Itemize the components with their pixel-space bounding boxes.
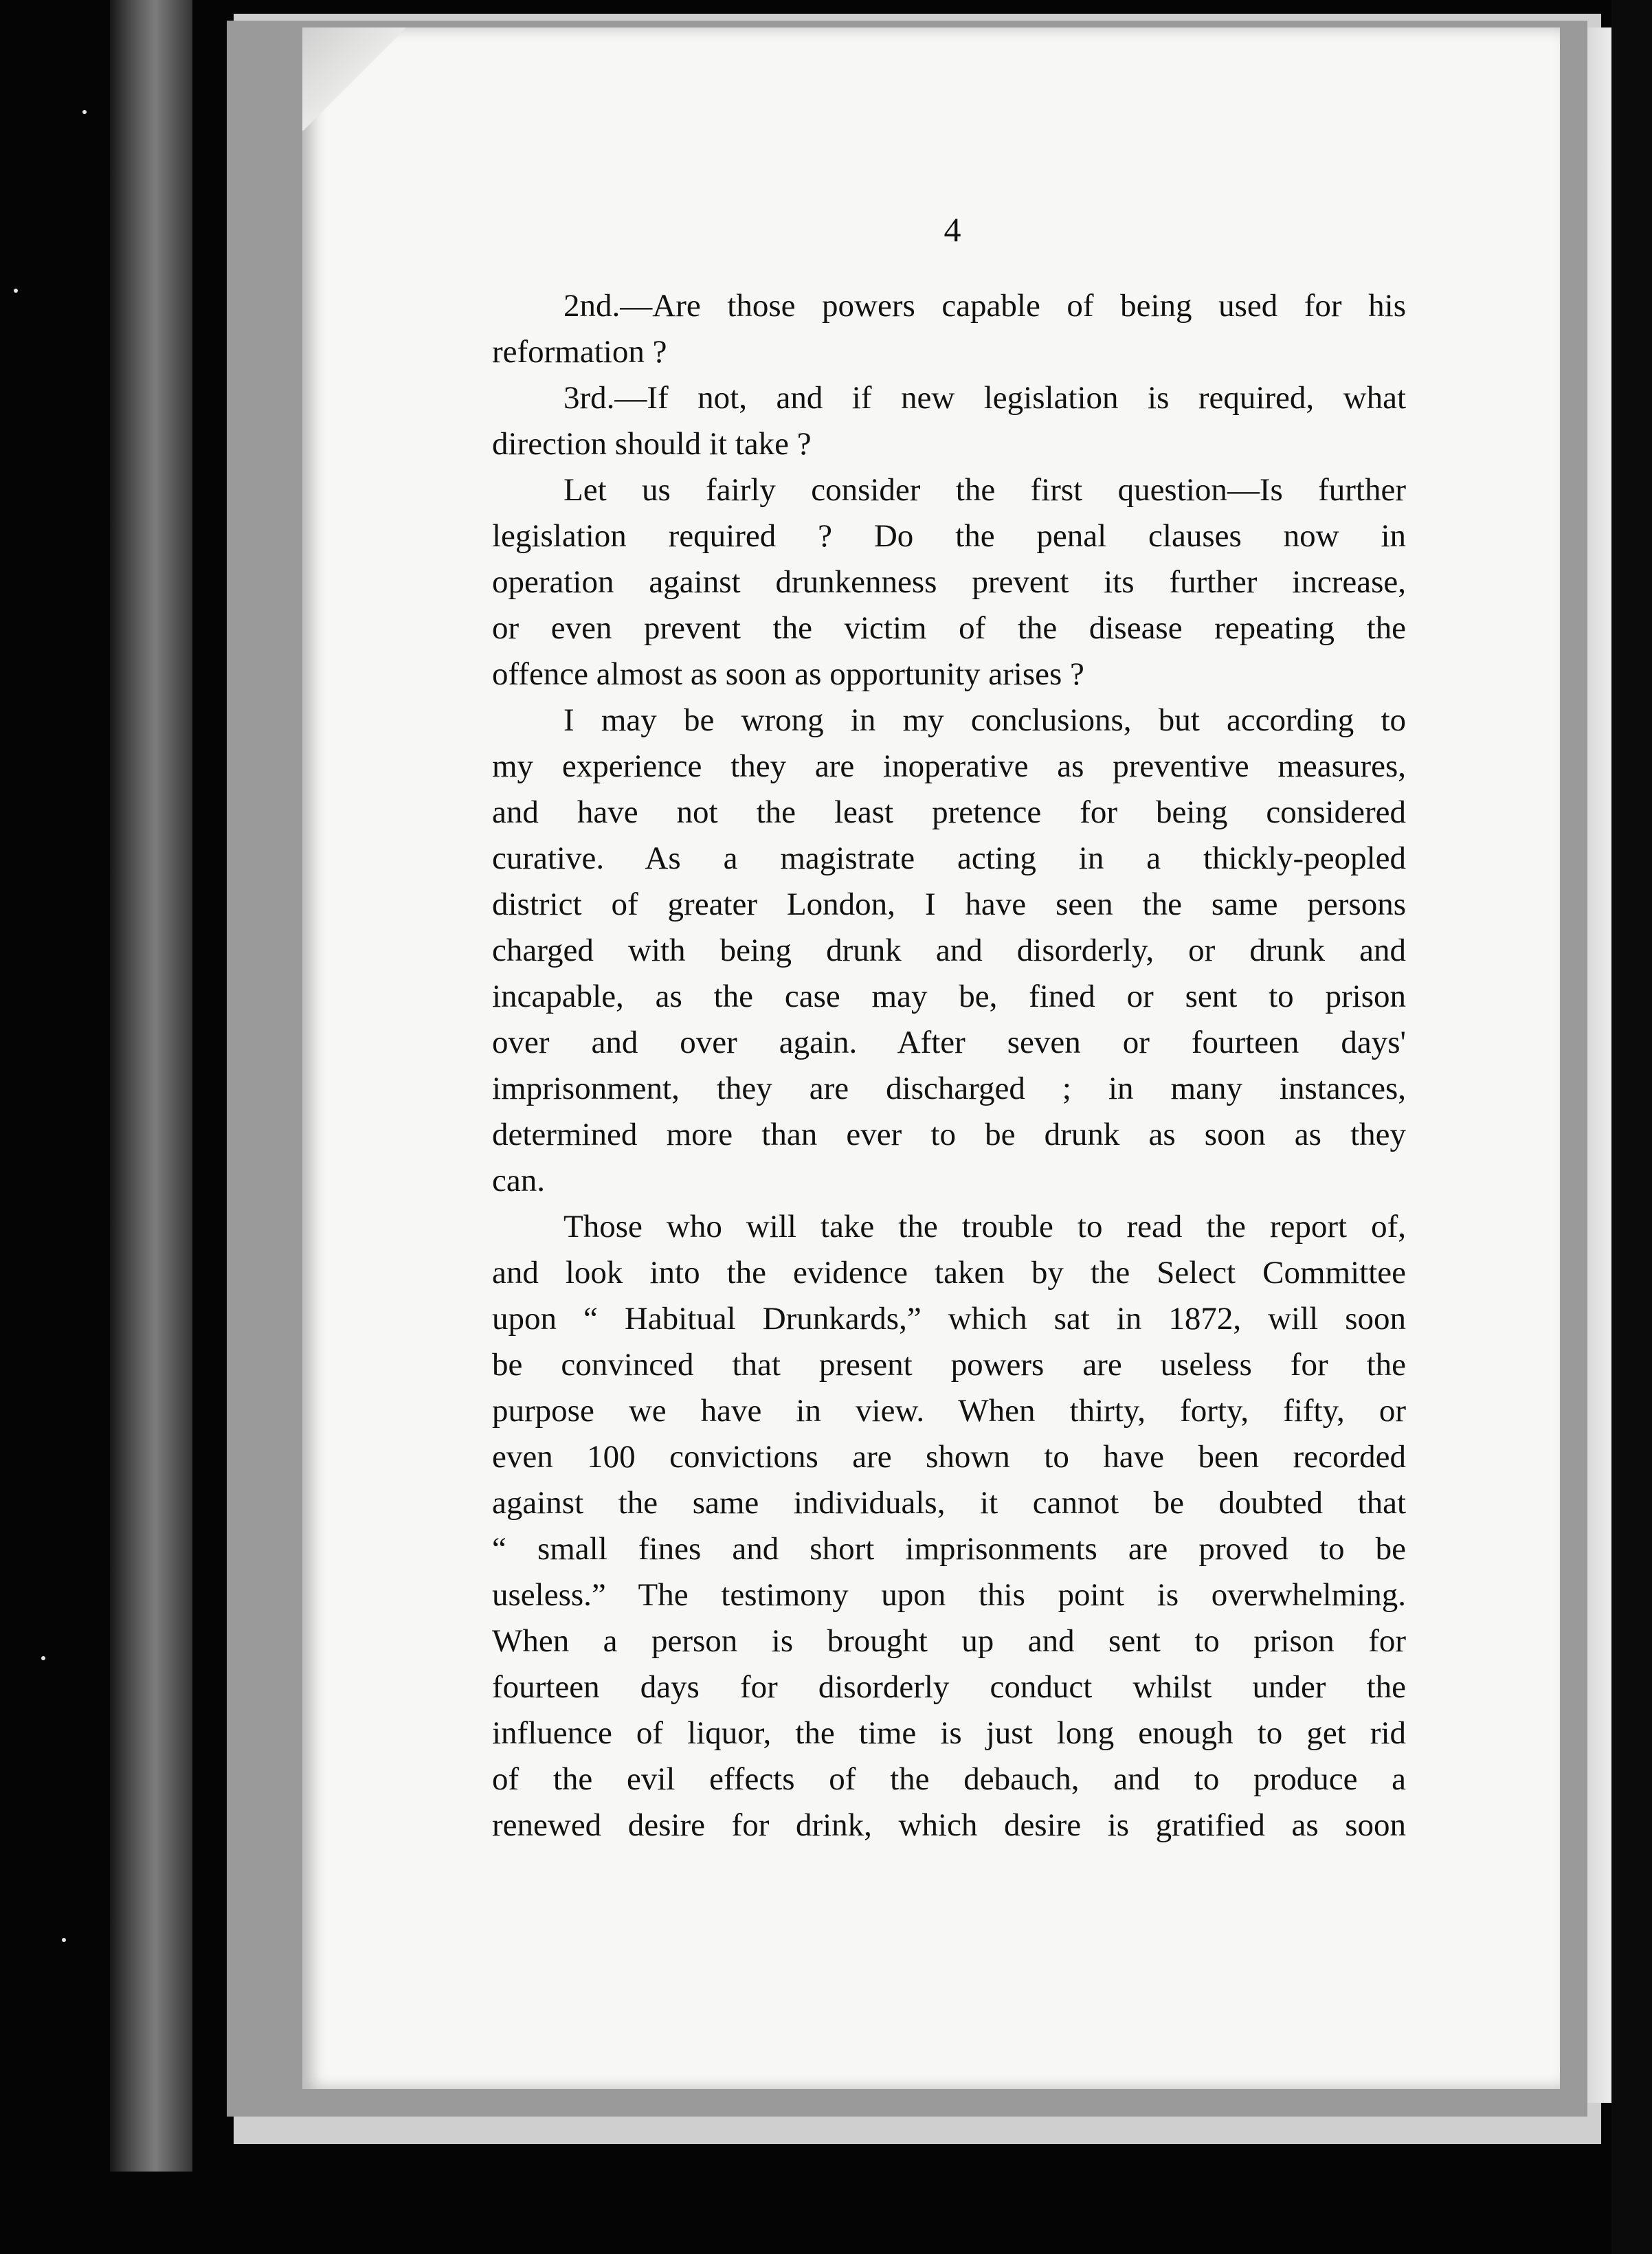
text-line: and look into the evidence taken by the Select Committee [492,1255,1406,1291]
text-line: reformation ? [492,334,667,370]
text-line: influence of liquor, the time is just long enough to get rid [492,1715,1406,1751]
text-line: and have not the least pretence for being considered [492,794,1406,830]
text-line: over and over again. After seven or fourteen days' [492,1025,1406,1060]
text-line: even 100 convictions are shown to have been recorded [492,1439,1406,1475]
text-line: imprisonment, they are discharged ; in many instances, [492,1071,1406,1106]
text-line: be convinced that present powers are useless for the [492,1347,1406,1383]
book-spine-right [1611,0,1652,2254]
dust-speck [82,110,87,114]
text-line: I may be wrong in my conclusions, but according to [563,702,1406,738]
text-line: direction should it take ? [492,426,812,462]
dust-speck [14,289,18,293]
text-line: renewed desire for drink, which desire is gratified as soon [492,1807,1406,1843]
text-line: operation against drunkenness prevent its further increase, [492,564,1406,600]
dust-speck [1601,165,1605,169]
text-line: useless.” The testimony upon this point is overwhelming. [492,1577,1406,1613]
text-line: determined more than ever to be drunk as soon as they [492,1117,1406,1152]
text-line: can. [492,1163,545,1198]
text-line: fourteen days for disorderly conduct whilst under the [492,1669,1406,1705]
text-line: 3rd.—If not, and if new legislation is required, what [563,380,1406,416]
text-line: Let us fairly consider the first question—Is further [563,472,1406,508]
text-line: Those who will take the trouble to read the report of, [563,1209,1406,1245]
text-line: When a person is brought up and sent to prison for [492,1623,1406,1659]
text-line: curative. As a magistrate acting in a thickly-peopled [492,840,1406,876]
dust-speck [62,1938,66,1942]
text-line: or even prevent the victim of the disease repeating the [492,610,1406,646]
text-line: district of greater London, I have seen the same persons [492,886,1406,922]
text-line: charged with being drunk and disorderly, or drunk and [492,933,1406,968]
text-line: incapable, as the case may be, fined or sent to prison [492,979,1406,1014]
dust-speck [41,1656,45,1660]
text-line: 2nd.—Are those powers capable of being used for his [563,288,1406,324]
text-line: of the evil effects of the debauch, and to produce a [492,1761,1406,1797]
text-line: my experience they are inoperative as preventive measures, [492,748,1406,784]
text-line: upon “ Habitual Drunkards,” which sat in 1872, will soon [492,1301,1406,1337]
page-corner-fold [302,27,405,131]
text-line: offence almost as soon as opportunity arises ? [492,656,1084,692]
page-edge-right [1587,27,1615,2103]
page-number: 4 [944,210,961,249]
body-text [492,283,1406,1849]
text-line: purpose we have in view. When thirty, forty, fifty, or [492,1393,1406,1429]
text-line: legislation required ? Do the penal clauses now in [492,518,1406,554]
text-line: “ small fines and short imprisonments are proved to be [492,1531,1406,1567]
text-line: against the same individuals, it cannot be doubted that [492,1485,1406,1521]
book-edge-left [110,0,192,2172]
